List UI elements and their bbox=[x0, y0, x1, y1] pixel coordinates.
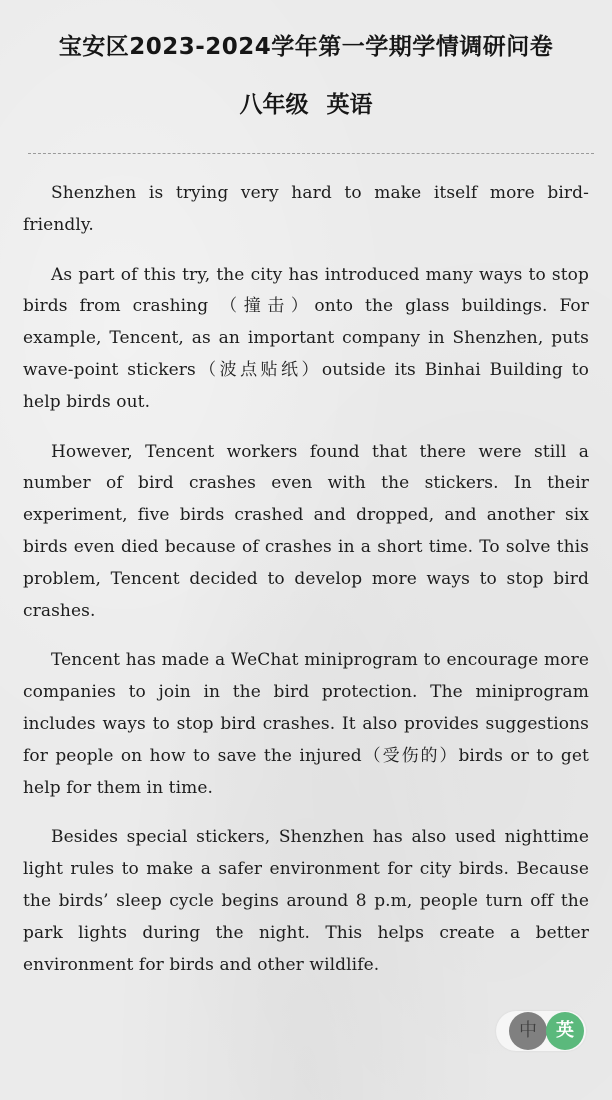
dashed-divider bbox=[28, 153, 594, 154]
paragraph-1: Shenzhen is trying very hard to make itself more bird-friendly. bbox=[23, 183, 589, 235]
subject-label: 英语 bbox=[326, 92, 373, 118]
paragraph-3: However, Tencent workers found that there were still a number of bird crashes even with the stickers. In their experiment, five birds crashed and dropped, and another six birds even died because of crashes in a short time. To solve this problem, Tencent decided to develop more ways to stop bird crashes. bbox=[23, 441, 589, 621]
chinese-toggle-button[interactable]: 中 bbox=[509, 1012, 547, 1050]
grade-label: 八年级 bbox=[239, 92, 309, 118]
paragraph-5: Besides special stickers, Shenzhen has also used nighttime light rules to make a safer environment for city birds. Because the birds’ sleep cycle begins around 8 p.m, people turn off the park lights during the night. This helps create a better environment for birds and other wildlife. bbox=[23, 827, 589, 975]
reading-passage bbox=[23, 178, 589, 999]
page-subtitle bbox=[0, 86, 612, 119]
paragraph-2: As part of this try, the city has introduced many ways to stop birds from crashing （撞击）onto the glass buildings. For example, Tencent, as an important company in Shenzhen, puts wave-point stickers（波点贴纸）outside its Binhai Building to help birds out. bbox=[23, 264, 589, 412]
page-title: 宝安区2023-2024学年第一学期学情调研问卷 bbox=[58, 34, 554, 60]
language-toggle[interactable] bbox=[496, 1011, 586, 1051]
english-toggle-button[interactable]: 英 bbox=[546, 1012, 584, 1050]
paragraph-4: Tencent has made a WeChat miniprogram to encourage more companies to join in the bird protection. The miniprogram includes ways to stop bird crashes. It also provides suggestions for people on how to save the injured（受伤的）birds or to get help for them in time. bbox=[23, 650, 589, 798]
